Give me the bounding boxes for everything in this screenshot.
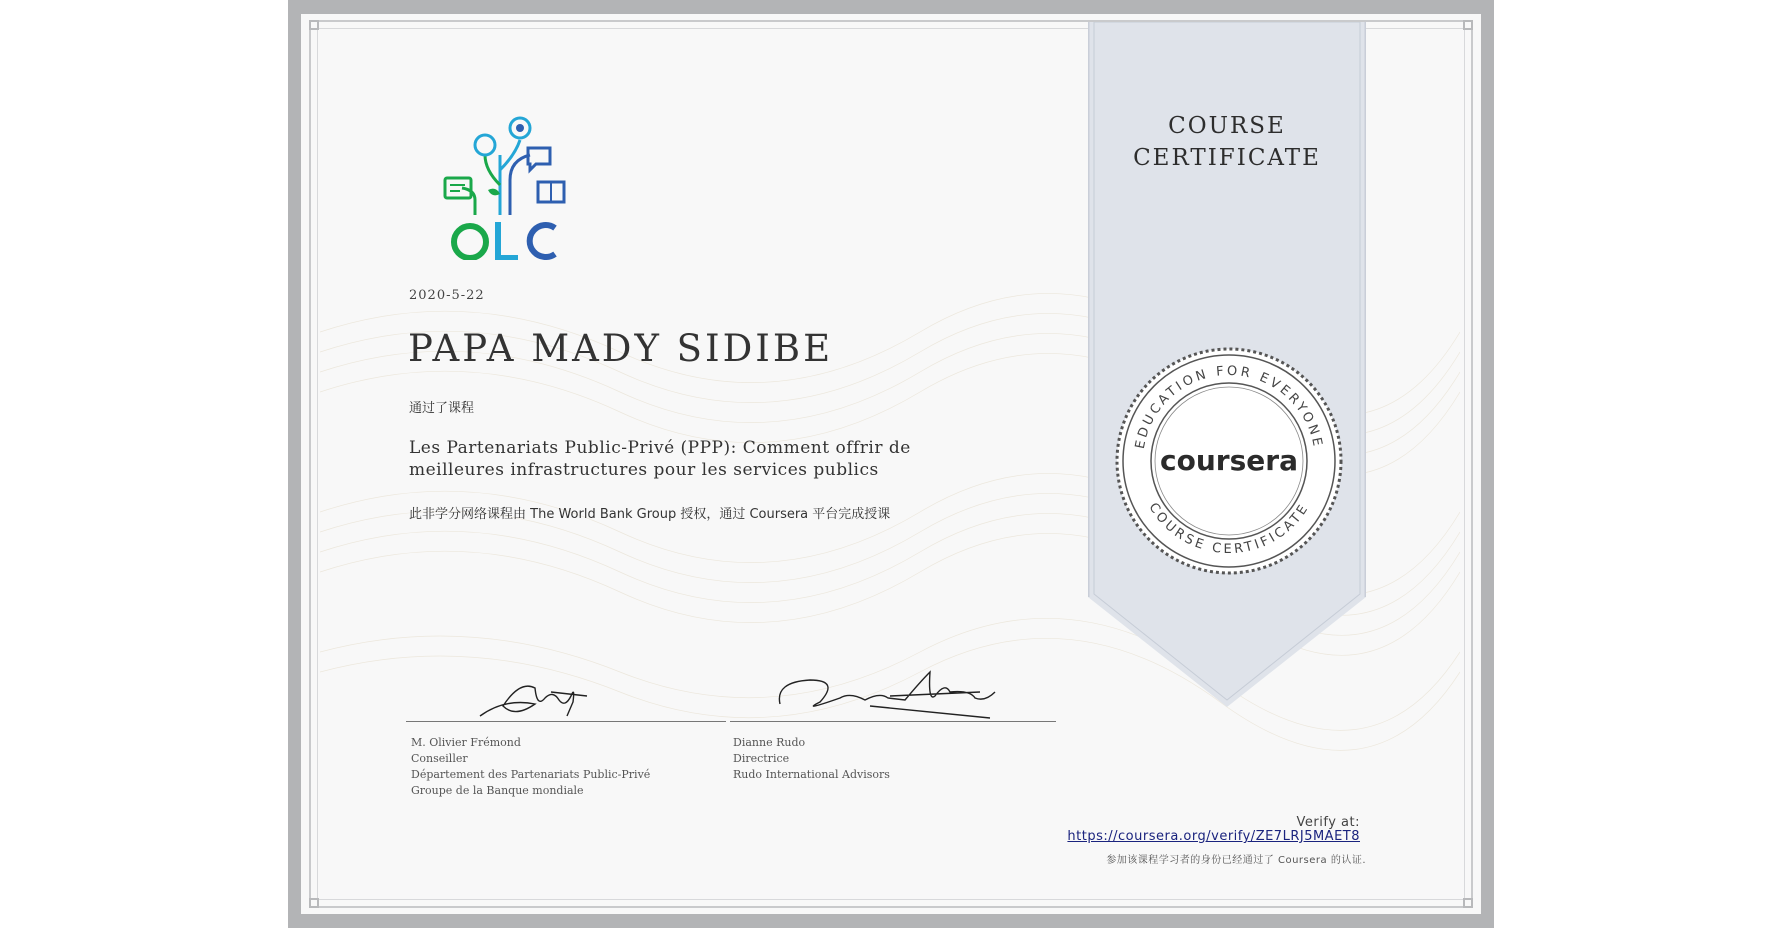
signer-2 [733,735,890,783]
signature-line-1 [406,721,726,722]
seal-ring-bottom: COURSE CERTIFICATE [1145,500,1313,558]
signature-1 [475,668,605,723]
completed-label: 通过了课程 [409,401,475,416]
frame-corner-top-left [309,20,319,30]
ribbon-title [1088,110,1366,174]
issue-date: 2020-5-22 [409,288,485,303]
frame-corner-top-right [1463,20,1473,30]
signature-2 [770,662,1010,722]
course-title-line2: meilleures infrastructures pour les services publics [409,460,879,480]
coursera-seal [1113,345,1345,577]
ribbon-title-line1: COURSE [1168,113,1286,139]
course-title [409,437,949,481]
signer-1-organization: Groupe de la Banque mondiale [411,784,584,797]
signer-1 [411,735,650,799]
frame-corner-bottom-left [309,898,319,908]
authorization-text: 此非学分网络课程由 The World Bank Group 授权，通过 Coursera 平台完成授课 [409,507,891,522]
course-title-line1: Les Partenariats Public-Privé (PPP): Comment offrir de [409,438,911,458]
verify-label: Verify at: [1296,815,1360,830]
signer-1-title: Conseiller [411,752,468,765]
signer-1-department: Département des Partenariats Public-Privé [411,768,651,781]
ribbon-title-line2: CERTIFICATE [1133,145,1321,171]
seal-brand: coursera [1160,444,1298,477]
signer-1-name: M. Olivier Frémond [411,736,521,749]
seal-ring-top: EDUCATION FOR EVERYONE [1132,363,1326,451]
olc-logo [440,100,580,260]
signer-2-organization: Rudo International Advisors [733,768,890,781]
signature-line-2 [730,721,1056,722]
signer-2-title: Directrice [733,752,790,765]
frame-corner-bottom-right [1463,898,1473,908]
recipient-name: PAPA MADY SIDIBE [408,327,834,370]
verify-note: 参加该课程学习者的身份已经通过了 Coursera 的认证. [1106,855,1366,866]
signer-2-name: Dianne Rudo [733,736,806,749]
verify-link[interactable]: https://coursera.org/verify/ZE7LRJ5MAET8 [1067,829,1360,844]
